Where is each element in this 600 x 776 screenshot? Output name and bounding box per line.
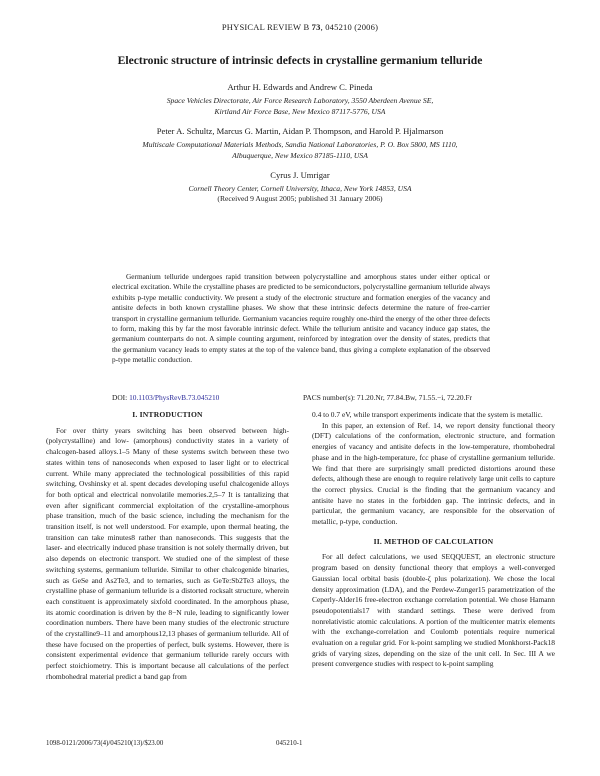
- article-id: 045210: [325, 22, 352, 32]
- affiliation-1-line-2: Kirtland Air Force Base, New Mexico 87117-5776, USA: [214, 107, 386, 116]
- intro-paragraph-continued: 0.4 to 0.7 eV, while transport experiments indicate that the system is metallic.: [312, 410, 543, 419]
- publication-year: (2006): [354, 22, 379, 32]
- footer-issn: 1098-0121/2006/73(4)/045210(13)/$23.00: [46, 740, 164, 747]
- affiliation-2-line-2: Albuquerque, New Mexico 87185-1110, USA: [232, 151, 368, 160]
- method-paragraph-1: For all defect calculations, we used SEQQUEST, an electronic structure program based on density functional theory that employs a well-converged Gaussian local orbital basis (double-ζ plus polarization). We chose the local density approximation (LDA), and the Perdew-Zunger15 parametrization of the Ceperly-Alder16 free-electron exchange correlation potential. We chose Hamann pseudopotentials17 with standard settings. These were derived from nonrelativistic atomic calculations. A portion of the multicenter matrix elements with the exchange-correlation and Coulomb potentials require numerical evaluation on a regular grid. For k-point sampling we studied Monkhorst-Pack18 grids of varying sizes, depending on the size of the unit cell. In Sec. III A we present convergence studies with respect to k-point sampling: [312, 552, 555, 669]
- journal-name: PHYSICAL REVIEW B: [221, 22, 310, 32]
- intro-paragraph-2: In this paper, an extension of Ref. 14, we report density functional theory (DFT) calculations of the conformation, electronic structure, and formation energies of vacancy and antisite defects in the low-temperature, rhombohedral phase and in the high-temperature, fcc phase of crystalline germanium telluride. We find that there are surprisingly small predicted distortions around these defects, although these are enough to require relatively large unit cells to capture the correct physics. Crucial is the finding that the germanium vacancy and antisite have no states in the forbidden gap. The intrinsic defects, and in particular, the germanium vacancy, are responsible for the observation of metallic, p-type, conduction.: [312, 420, 555, 527]
- section-heading-introduction: I. INTRODUCTION: [132, 410, 203, 419]
- received-dates: (Received 9 August 2005; published 31 January 2006): [217, 194, 383, 203]
- pacs-numbers: PACS number(s): 71.20.Nr, 77.84.Bw, 71.55.−i, 72.20.Fr: [303, 393, 473, 402]
- affiliation-1-line-1: Space Vehicles Directorate, Air Force Research Laboratory, 3550 Aberdeen Avenue SE,: [166, 96, 434, 105]
- abstract-text: Germanium telluride undergoes rapid transition between polycrystalline and amorphous states under either optical or electrical excitation. While the crystalline phases are predicted to be semiconductors, polycrystalline germanium telluride always exhibits p-type metallic conductivity. We present a study of the electronic structure and formation energies of the vacancy and antisite defects in both known crystalline phases. We show that these intrinsic defects determine the nature of free-carrier transport in crystalline germanium telluride. Germanium vacancies require roughly one-third the energy of the other three defects to form, making this by far the most favorable intrinsic defect. While the tellurium antisite and vacancy induce gap states, the germanium counterparts do not. A simple counting argument, reinforced by integration over the density of states, predicts that the germanium vacancy leads to empty states at the top of the valence band, thus giving a complete explanation of the observed p-type metallic conduction.: [112, 272, 490, 365]
- affiliation-2-line-1: Multiscale Computational Materials Methods, Sandia National Laboratories, P. O. Box 5800, MS 1110,: [142, 140, 458, 149]
- section-gap: [312, 528, 555, 537]
- right-column: [312, 410, 555, 670]
- author-group-1: Arthur H. Edwards and Andrew C. Pineda: [227, 82, 373, 92]
- author-group-2: Peter A. Schultz, Marcus G. Martin, Aidan P. Thompson, and Harold P. Hjalmarson: [156, 126, 444, 136]
- affiliation-2: [60, 139, 540, 161]
- footer-page-number: 045210-1: [276, 740, 303, 747]
- paper-title: Electronic structure of intrinsic defects in crystalline germanium telluride: [117, 54, 483, 67]
- author-group-3: Cyrus J. Umrigar: [270, 170, 330, 180]
- intro-paragraph-1: For over thirty years switching has been observed between high- (polycrystalline) and low- (amorphous) conductivity states in a variety of chalcogen-based alloys.1–5 Many of these systems switch between these two states within tens of nanoseconds when exposed to laser light or to electrical current. While many appreciated the technological possibilities of this rapid switching, Ovshinsky et al. spent decades developing useful chalcogenide alloys for both optical and electrical nonvolatile memories.2,5–7 It is tantalizing that even after significant commercial exploitation of the crystalline-amorphous phase transition, much of the basic science, including the mechanism for the transition itself, is not well understood. For example, upon thermal heating, the transition can take minutes8 rather than nanoseconds. This suggests that the laser- and electrically induced phase transition is not solely thermally driven, but also depends on electronic transport. We studied one of the simplest of these switching systems, germanium telluride. Similar to other chalcogenide binaries, such as GeSe and As2Te3, and to ternaries, such as GeTe:Sb2Te3 alloys, the crystalline phase of germanium telluride is a distorted rocksalt structure, wherein each constituent is approximately sixfold coordinated. In the amorphous phase, its atomic coordination is driven by the 8−N rule, leading to significantly lower coordination numbers. There have been many studies of the electronic structure of the crystalline9–11 and amorphous12,13 phases of germanium telluride. All of these have focused on the properties of perfect, bulk systems. However, there is consistent experimental evidence that germanium telluride rarely occurs with perfect stoichiometry. This is important because all calculations of the perfect rhombohedral material predict a band gap from: [46, 425, 289, 681]
- doi-label: DOI:: [112, 393, 128, 402]
- doi-link[interactable]: 10.1103/PhysRevB.73.045210: [129, 393, 220, 402]
- doi-line: [112, 393, 219, 402]
- left-column: [46, 410, 289, 683]
- running-head: PHYSICAL REVIEW B 73, 045210 (2006): [221, 22, 379, 32]
- affiliation-1: [60, 95, 540, 117]
- abstract: [112, 272, 490, 366]
- section-heading-method: II. METHOD OF CALCULATION: [373, 536, 494, 546]
- affiliation-3: Cornell Theory Center, Cornell University, Ithaca, New York 14853, USA: [188, 184, 412, 193]
- journal-volume: 73: [311, 22, 321, 32]
